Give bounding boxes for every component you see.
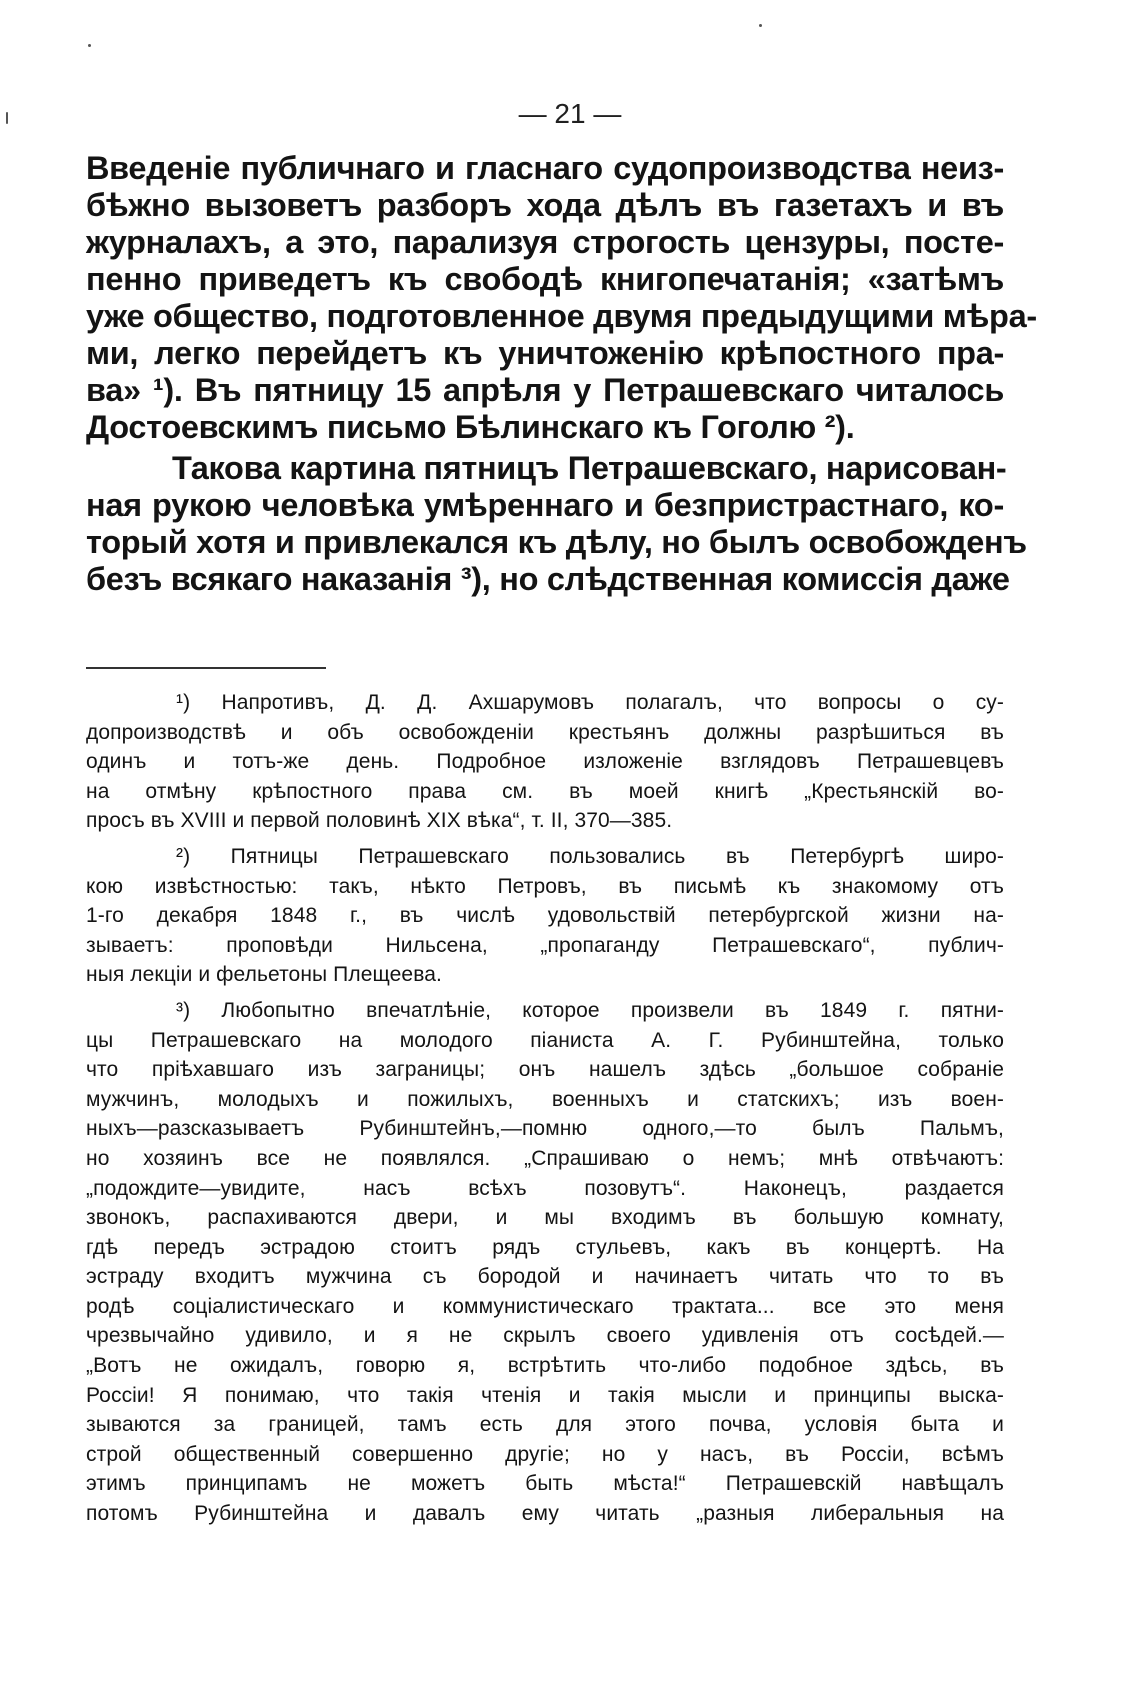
footnote-divider [86, 667, 326, 669]
main-text-line: Достоевскимъ письмо Бѣлинскаго къ Гоголю ²). [86, 409, 855, 445]
footnote-3-line: что пріѣхавшаго изъ заграницы; онъ нашелъ здѣсь „большое собраніе [86, 1058, 1004, 1082]
footnote-3-line: гдѣ передъ эстрадою стоитъ рядъ стульевъ, какъ въ концертѣ. На [86, 1235, 1004, 1259]
footnote-3-line: потомъ Рубинштейна и давалъ ему читать „разныя либеральныя на [86, 1502, 1004, 1526]
footnote-3-line: строй общественный совершенно другіе; но у насъ, въ Россіи, всѣмъ [86, 1442, 1004, 1466]
page-number: — 21 — [518, 98, 622, 129]
main-text [86, 150, 1037, 598]
footnote-2-line: ²) Пятницы Петрашевскаго пользовались въ Петербургѣ широ- [176, 844, 1004, 868]
footnote-3-line: зываются за границей, тамъ есть для этого почва, условія быта и [86, 1413, 1004, 1437]
footnote-3-line: родѣ соціалистическаго и коммунистическаго трактата... все это меня [86, 1294, 1004, 1318]
footnote-2-line: зываетъ: проповѣди Нильсена, „пропаганду Петрашевскаго“, публич- [86, 933, 1004, 957]
footnote-2-line: кою извѣстностью: такъ, нѣкто Петровъ, въ письмѣ къ знакомому отъ [86, 874, 1004, 898]
footnote-1-line: на отмѣну крѣпостного права см. въ моей книгѣ „Крестьянскій во- [86, 779, 1004, 803]
footnote-3-line: Россіи! Я понимаю, что такія чтенія и такія мысли и принципы выска- [86, 1383, 1004, 1407]
footnote-3-line: но хозяинъ все не появлялся. „Спрашиваю о немъ; мнѣ отвѣчаютъ: [86, 1146, 1004, 1170]
footnote-3-line: цы Петрашевскаго на молодого піаниста А. Г. Рубинштейна, только [86, 1028, 1004, 1052]
main-text-line: журналахъ, а это, парализуя строгость цензуры, посте- [86, 224, 1004, 260]
print-speck [88, 44, 91, 47]
main-text-line: ми, легко перейдетъ къ уничтоженію крѣпостного пра- [86, 335, 1004, 371]
footnote-1-line: ¹) Напротивъ, Д. Д. Ахшарумовъ полагалъ, что вопросы о су- [176, 691, 1004, 714]
footnote-3-line: ³) Любопытно впечатлѣніе, которое произвели въ 1849 г. пятни- [176, 998, 1004, 1022]
footnotes [86, 688, 1004, 1529]
footnote-3-line: ныхъ—разсказываетъ Рубинштейнъ,—помню одного,—то былъ Пальмъ, [86, 1117, 1004, 1141]
main-text-line: пенно приведетъ къ свободѣ книгопечатанія; «затѣмъ [86, 261, 1004, 297]
footnote-3-line: „подождите—увидите, насъ всѣхъ позовутъ“. Наконецъ, раздается [86, 1176, 1004, 1200]
main-text-line: Такова картина пятницъ Петрашевскаго, нарисован- [172, 450, 1007, 486]
footnote-1-line: просъ въ XVIII и первой половинѣ XIX вѣка“, т. II, 370—385. [86, 809, 673, 833]
footnote-3-line: эстраду входитъ мужчина съ бородой и начинаетъ читать что то въ [86, 1265, 1004, 1289]
main-text-line: торый хотя и привлекался къ дѣлу, но былъ освобожденъ [86, 524, 1027, 560]
print-speck [759, 24, 762, 27]
footnote-2-line: 1-го декабря 1848 г., въ числѣ удовольствій петербургской жизни на- [86, 904, 1004, 928]
main-text-line: уже общество, подготовленное двумя предыдущими мѣра- [86, 298, 1037, 334]
footnote-3-line: этимъ принципамъ не можетъ быть мѣста!“ Петрашевскій навѣщалъ [86, 1472, 1004, 1496]
main-text-line: Введеніе публичнаго и гласнаго судопроизводства неиз- [86, 150, 1004, 186]
footnote-3-line: чрезвычайно удивило, и я не скрылъ своего удивленія отъ сосѣдей.— [86, 1324, 1004, 1348]
footnote-3-line: „Вотъ не ожидалъ, говорю я, встрѣтить что-либо подобное здѣсь, въ [86, 1354, 1004, 1378]
footnote-1-line: допроизводствѣ и объ освобожденіи крестьянъ должны разрѣшиться въ [86, 720, 1004, 744]
footnote-3-line: мужчинъ, молодыхъ и пожилыхъ, военныхъ и статскихъ; изъ воен- [86, 1087, 1004, 1111]
footnote-3-line: звонокъ, распахиваются двери, и мы входимъ въ большую комнату, [86, 1206, 1004, 1230]
print-speck [6, 112, 8, 124]
main-text-line: безъ всякаго наказанія ³), но слѣдственная комиссія даже [86, 561, 1010, 597]
main-text-line: ная рукою человѣка умѣреннаго и безпристрастнаго, ко- [86, 487, 1004, 523]
footnote-2-line: ныя лекціи и фельетоны Плещеева. [86, 963, 442, 987]
main-text-line: бѣжно вызоветъ разборъ хода дѣлъ въ газетахъ и въ [86, 187, 1004, 223]
footnote-1-line: одинъ и тотъ-же день. Подробное изложеніе взглядовъ Петрашевцевъ [86, 750, 1004, 774]
main-text-line: ва» ¹). Въ пятницу 15 апрѣля у Петрашевскаго читалось [86, 372, 1004, 408]
